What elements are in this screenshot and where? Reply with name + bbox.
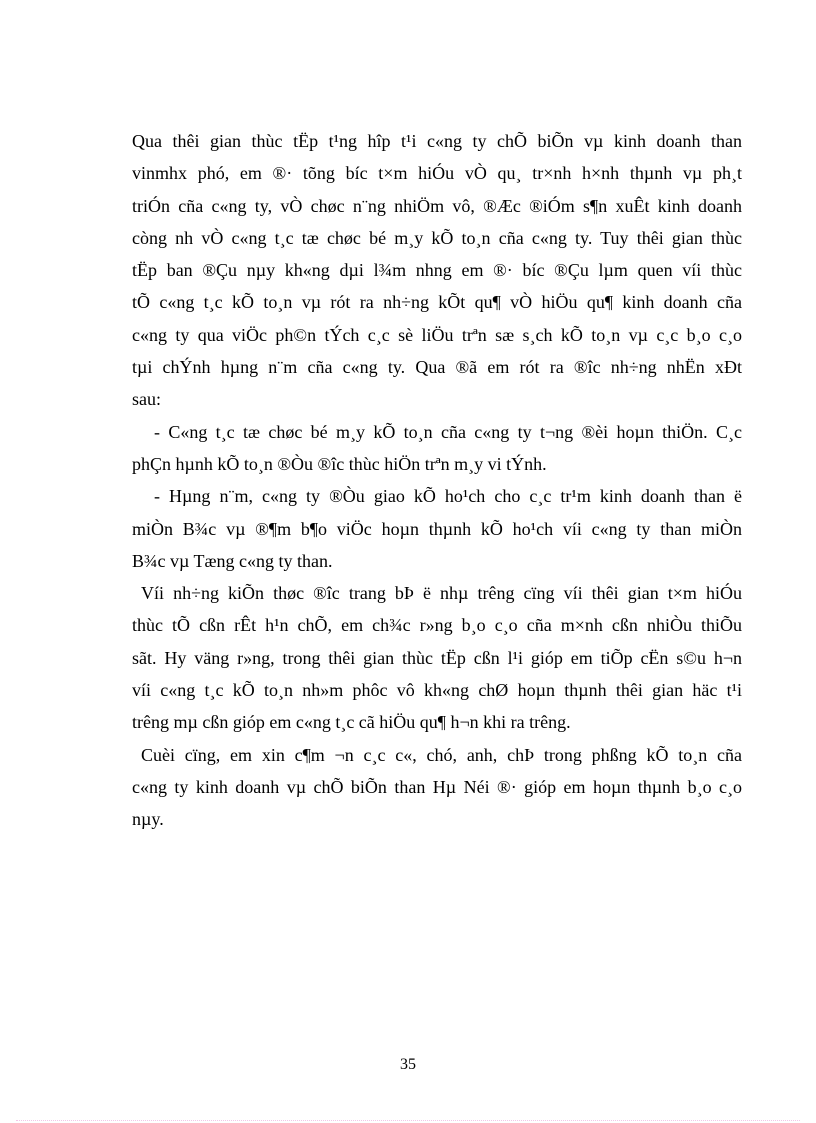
text-line: víi c«ng t¸c kÕ to¸n nh»m phôc vô kh«ng chØ hoµn thµnh thêi gian häc t¹i	[132, 680, 742, 701]
text-line: - Hµng n¨m, c«ng ty ®Òu giao kÕ ho¹ch cho c¸c tr¹m kinh doanh than ë	[154, 486, 742, 507]
text-line: còng nh vÒ c«ng t¸c tæ chøc bé m¸y kÕ to¸n cña c«ng ty. Tuy thêi gian thùc	[132, 227, 742, 248]
text-line: phÇn hµnh kÕ to¸n ®Òu ®îc thùc hiÖn trªn m¸y vi tÝnh.	[132, 453, 547, 474]
text-line: tµi chÝnh hµng n¨m cña c«ng ty. Qua ®ã em rót ra ®îc nh÷ng nhËn xÐt	[132, 357, 742, 378]
document-body	[132, 125, 742, 836]
text-line: nµy.	[132, 809, 164, 830]
text-line: c«ng ty qua viÖc ph©n tÝch c¸c sè liÖu trªn sæ s¸ch kÕ to¸n vµ c¸c b¸o c¸o	[132, 324, 742, 345]
page-border-divider	[16, 1120, 800, 1121]
text-line: Víi nh÷ng kiÕn thøc ®îc trang bÞ ë nhµ trêng cïng víi thêi gian t×m hiÓu	[141, 583, 742, 604]
text-line: sãt. Hy väng r»ng, trong thêi gian thùc tËp cßn l¹i gióp em tiÕp cËn s©u h¬n	[132, 647, 742, 668]
text-line: tÕ c«ng t¸c kÕ to¸n vµ rót ra nh÷ng kÕt qu¶ vÒ hiÖu qu¶ kinh doanh cña	[132, 292, 742, 313]
text-line: thùc tÕ cßn rÊt h¹n chÕ, em ch¾c r»ng b¸o c¸o cña m×nh cßn nhiÒu thiÕu	[132, 615, 742, 636]
page-number: 35	[400, 1056, 416, 1073]
text-line: c«ng ty kinh doanh vµ chÕ biÕn than Hµ Néi ®· gióp em hoµn thµnh b¸o c¸o	[132, 776, 742, 797]
text-line: Cuèi cïng, em xin c¶m ¬n c¸c c«, chó, anh, chÞ trong phßng kÕ to¸n cña	[141, 744, 742, 765]
text-line: triÓn cña c«ng ty, vÒ chøc n¨ng nhiÖm vô, ®Æc ®iÓm s¶n xuÊt kinh doanh	[132, 195, 742, 216]
text-line: sau:	[132, 389, 161, 410]
text-line: trêng mµ cßn gióp em c«ng t¸c cã hiÖu qu¶ h¬n khi ra trêng.	[132, 712, 571, 733]
text-line: B¾c vµ Tæng c«ng ty than.	[132, 550, 333, 571]
text-line: tËp ban ®Çu nµy kh«ng dµi l¾m nhng em ®· bíc ®Çu lµm quen víi thùc	[132, 260, 742, 281]
text-line: Qua thêi gian thùc tËp t¹ng hîp t¹i c«ng ty chÕ biÕn vµ kinh doanh than	[132, 131, 742, 151]
text-line: miÒn B¾c vµ ®¶m b¶o viÖc hoµn thµnh kÕ ho¹ch víi c«ng ty than miÒn	[132, 518, 742, 539]
text-line: - C«ng t¸c tæ chøc bé m¸y kÕ to¸n cña c«ng ty t¬ng ®èi hoµn thiÖn. C¸c	[154, 421, 742, 442]
text-line: vinmhx phó, em ®· tõng bíc t×m hiÓu vÒ qu¸ tr×nh h×nh thµnh vµ ph¸t	[132, 163, 742, 184]
